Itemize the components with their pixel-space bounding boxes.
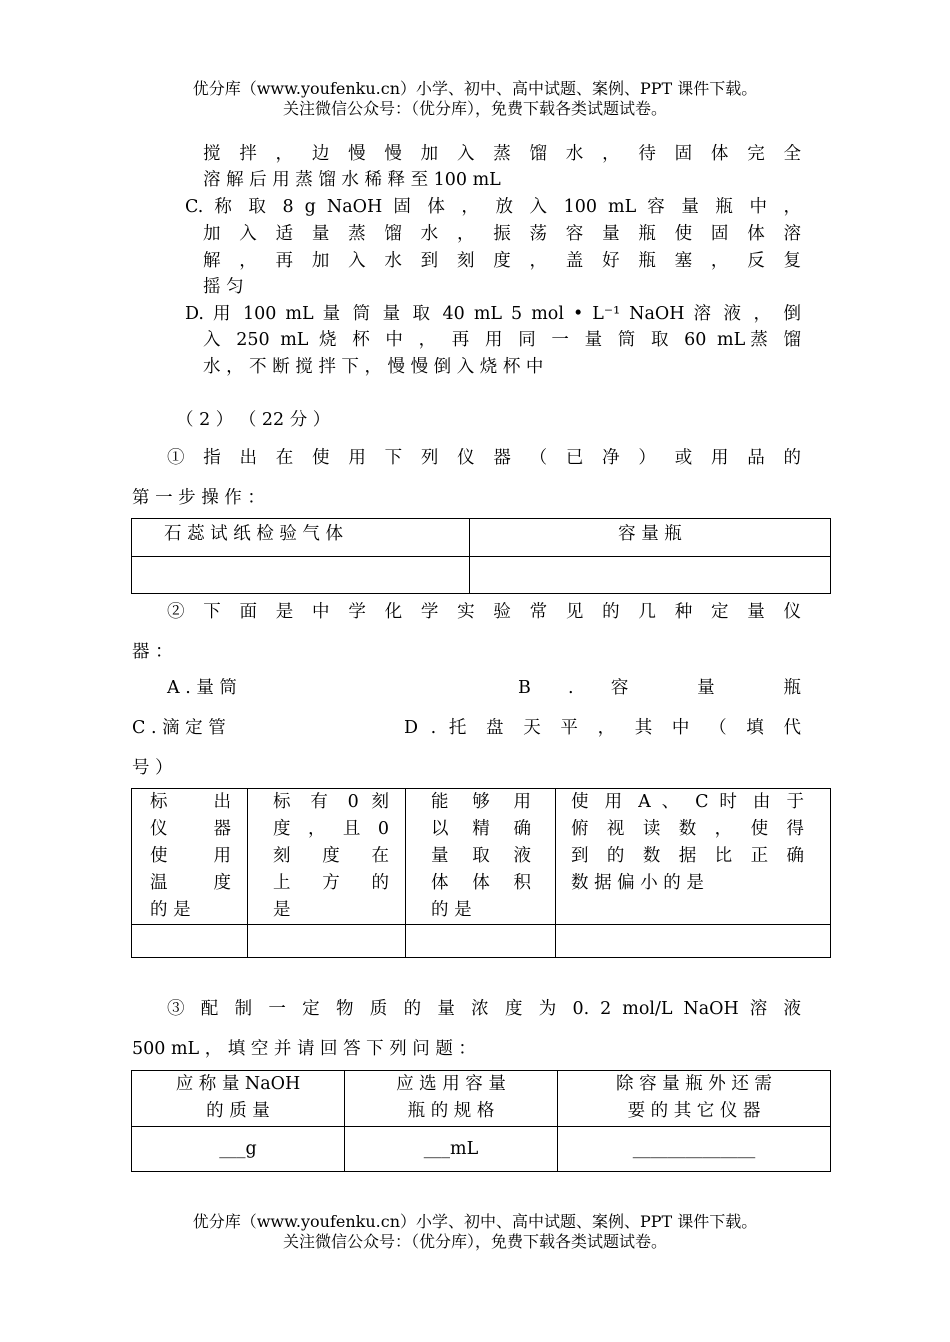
question-2-option-b: B . 容 量 瓶	[518, 678, 801, 698]
option-d-line-2: 入 250 mL 烧 杯 中 ， 再 用 同 一 量 筒 取 60 mL蒸 馏	[203, 330, 801, 350]
option-b-continued-line-1: 搅 拌 ， 边 慢 慢 加 入 蒸 馏 水 ， 待 固 体 完 全	[203, 144, 801, 164]
table2-answer-zero-mark[interactable]	[248, 925, 406, 958]
part-2-heading: （ 2 ） （ 22 分 ）	[176, 410, 331, 430]
question-2-option-c: C . 滴 定 管	[132, 718, 226, 738]
question-1-line-2: 第 一 步 操 作 ：	[132, 488, 265, 508]
option-c-line-1: C. 称 取 8 g NaOH 固 体 ， 放 入 100 mL 容 量 瓶 中 ，	[185, 197, 801, 217]
first-step-table	[131, 518, 831, 594]
table2-header-zero-mark: 标 有 0 刻 度 ， 且 0 刻 度 在 上 方 的 是	[273, 792, 389, 920]
question-3-line-1: ③ 配 制 一 定 物 质 的 量 浓 度 为 0. 2 mol/L NaOH 溶 液	[167, 999, 801, 1019]
table3-answer-flask-size[interactable]: ___mL	[423, 1139, 479, 1159]
table1-answer-litmus-paper[interactable]	[132, 557, 470, 594]
solution-prep-table	[131, 1070, 831, 1172]
option-c-line-2: 加 入 适 量 蒸 馏 水 ， 振 荡 容 量 瓶 使 固 体 溶	[203, 224, 801, 244]
option-b-continued-line-2: 溶 解 后 用 蒸 馏 水 稀 释 至 100 mL	[203, 170, 501, 190]
table3-answer-naoh-mass[interactable]: ___g	[219, 1139, 257, 1159]
question-2-option-d: D . 托 盘 天 平 ， 其 中 （ 填 代	[404, 718, 801, 738]
table2-answer-precise-volume[interactable]	[406, 925, 556, 958]
page-header-line-1: 优分库（www.youfenku.cn）小学、初中、高中试题、案例、PPT 课件下载。	[192, 79, 758, 98]
option-c-line-3: 解 ， 再 加 入 水 到 刻 度 ， 盖 好 瓶 塞 ， 反 复	[203, 251, 801, 271]
instrument-table	[131, 788, 831, 958]
table3-header-other-instruments: 除 容 量 瓶 外 还 需 要 的 其 它 仪 器	[616, 1074, 772, 1121]
table2-answer-temperature[interactable]	[132, 925, 248, 958]
table2-answer-reading-error[interactable]	[556, 925, 831, 958]
table2-header-reading-error: 使 用 A 、 C 时 由 于 俯 视 读 数 ， 使 得 到 的 数 据 比 正 确 数 据 偏 小 的 是	[571, 792, 804, 893]
option-d-line-3: 水 ， 不 断 搅 拌 下 ， 慢 慢 倒 入 烧 杯 中	[203, 357, 544, 377]
table3-header-flask-size: 应 选 用 容 量 瓶 的 规 格	[396, 1074, 506, 1121]
question-2-line-2: 器 ：	[132, 642, 173, 662]
page-header-line-2: 关注微信公众号：（优分库），免费下载各类试题试卷。	[282, 99, 667, 118]
question-2-option-a: A . 量 筒	[167, 678, 237, 698]
table2-header-precise-volume: 能 够 用 以 精 确 量 取 液 体 体 积 的 是	[431, 792, 531, 920]
question-2-line-end: 号 ）	[132, 758, 173, 778]
page-footer-line-2: 关注微信公众号：（优分库），免费下载各类试题试卷。	[282, 1232, 667, 1251]
question-1-line-1: ① 指 出 在 使 用 下 列 仪 器 （ 已 净 ） 或 用 品 的	[167, 448, 801, 468]
table1-answer-volumetric-flask[interactable]	[470, 557, 831, 594]
page-footer-line-1: 优分库（www.youfenku.cn）小学、初中、高中试题、案例、PPT 课件下载。	[192, 1212, 758, 1231]
table3-header-naoh-mass: 应 称 量 NaOH 的 质 量	[175, 1074, 301, 1121]
table3-answer-other-instruments[interactable]: ______________	[632, 1139, 756, 1159]
table1-header-volumetric-flask: 容 量 瓶	[618, 524, 682, 544]
question-2-line-1: ② 下 面 是 中 学 化 学 实 验 常 见 的 几 种 定 量 仪	[167, 602, 801, 622]
table1-header-litmus-paper: 石 蕊 试 纸 检 验 气 体	[164, 524, 343, 544]
question-3-line-2: 500 mL ， 填 空 并 请 回 答 下 列 问 题 ：	[132, 1039, 476, 1059]
option-c-line-4: 摇 匀	[203, 277, 244, 297]
table2-header-temperature: 标 出 仪 器 使 用 温 度 的 是	[150, 792, 231, 920]
option-d-line-1: D. 用 100 mL 量 筒 量 取 40 mL 5 mol • L⁻¹ NaOH 溶 液 ， 倒	[185, 304, 801, 324]
